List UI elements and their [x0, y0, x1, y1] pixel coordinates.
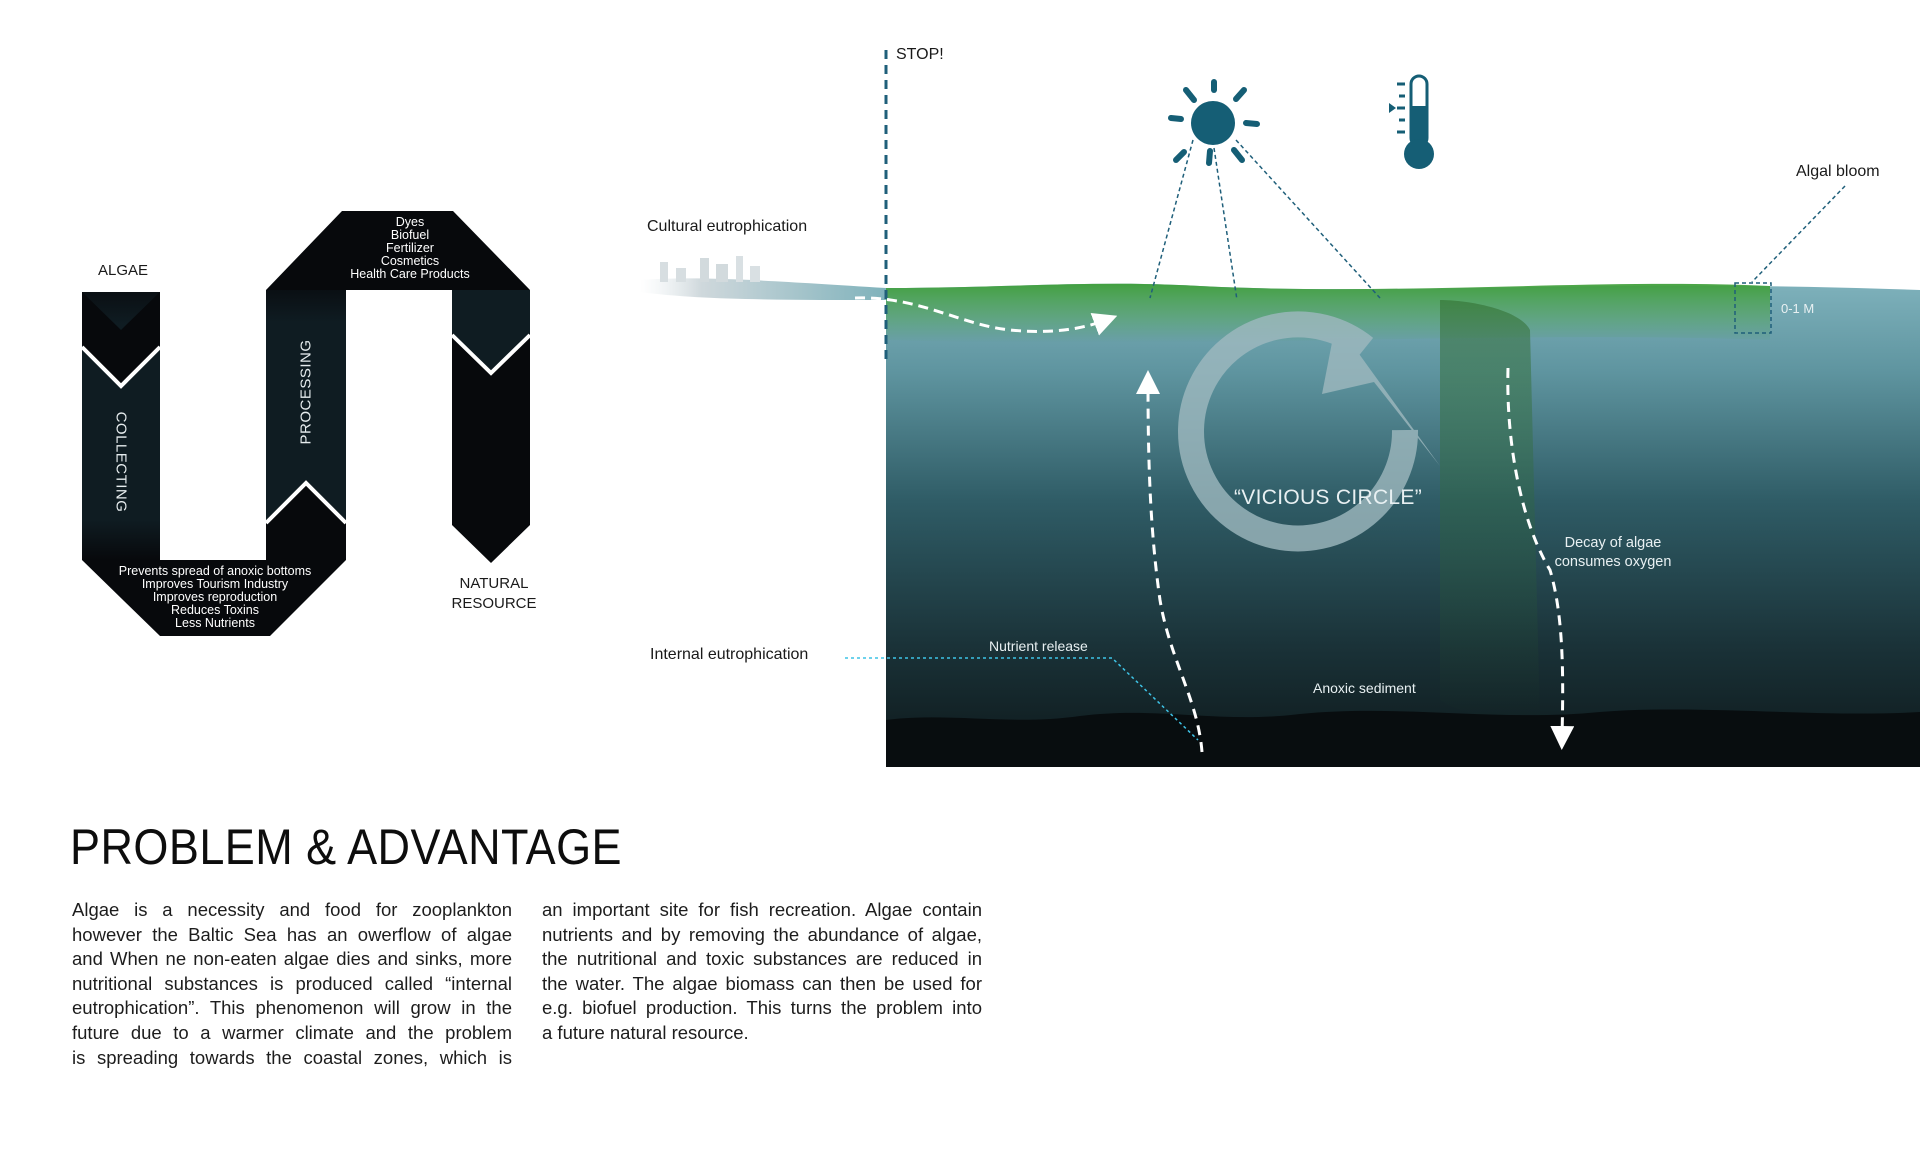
flow-start-label: ALGAE	[98, 262, 149, 279]
article-column-2: an important site for fish recreation. Algae contain nutrients and by removing the abundance of algae, the nutritional and toxic substances are reduced in the water. The algae biomass can then be used for e.g. biofuel production. This turns the problem into a future natural resource.	[542, 899, 982, 1043]
product-item: Cosmetics	[380, 254, 440, 268]
nutrient-release-label: Nutrient release	[989, 638, 1088, 654]
thermometer-icon	[1385, 72, 1445, 172]
stop-label: STOP!	[896, 46, 944, 63]
product-item: Health Care Products	[350, 267, 470, 281]
stage-collecting: COLLECTING	[112, 411, 130, 513]
vicious-circle-label: “VICIOUS CIRCLE”	[1234, 486, 1422, 509]
stage-processing: PROCESSING	[297, 339, 315, 445]
internal-eutrophication-label: Internal eutrophication	[650, 646, 809, 663]
benefit-item: Prevents spread of anoxic bottoms	[118, 564, 312, 578]
product-item: Dyes	[395, 215, 425, 229]
product-item: Biofuel	[390, 228, 430, 242]
flow-end-label: NATURAL RESOURCE	[451, 575, 537, 612]
article-column-1: Algae is a necessity and food for zooplankton however the Baltic Sea has an owerflow of algae and When ne non-eaten algae dies and sinks, more nutritional substances is produced called “internal eutrophication”. This phenomenon will grow in the future due to a warmer climate and the problem is spreading towards the coastal zones, which is	[72, 899, 512, 1068]
page-title: PROBLEM & ADVANTAGE	[70, 819, 623, 875]
benefit-item: Less Nutrients	[175, 616, 255, 630]
decay-label: Decay of algae consumes oxygen	[1554, 535, 1672, 570]
algal-bloom-label: Algal bloom	[1796, 163, 1880, 180]
sun-icon	[1166, 78, 1260, 172]
cultural-eutrophication-label: Cultural eutrophication	[647, 218, 808, 235]
product-item: Fertilizer	[386, 241, 434, 255]
depth-label: 0-1 M	[1781, 301, 1815, 316]
benefit-item: Improves reproduction	[152, 590, 278, 604]
benefit-item: Improves Tourism Industry	[141, 577, 289, 591]
benefit-item: Reduces Toxins	[170, 603, 259, 617]
anoxic-sediment-label: Anoxic sediment	[1313, 680, 1416, 696]
